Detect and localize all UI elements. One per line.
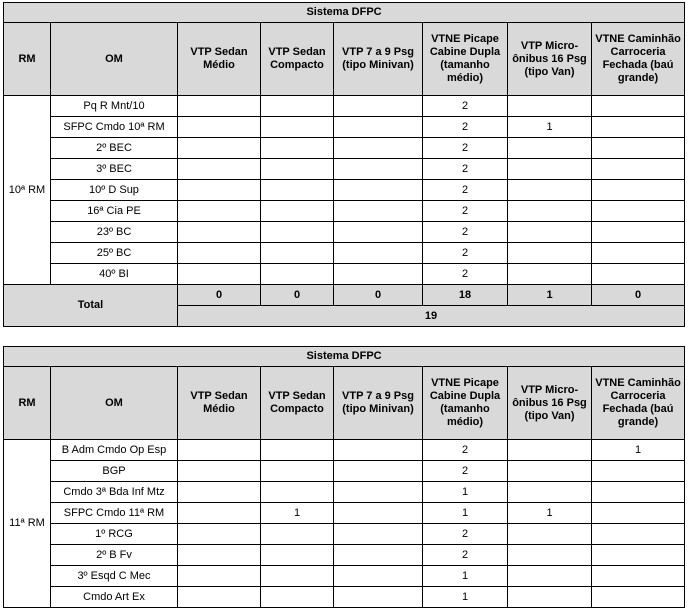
value-cell-c1 bbox=[178, 96, 261, 117]
value-cell-c2 bbox=[261, 524, 334, 545]
table-row bbox=[4, 243, 685, 264]
value-cell-c5 bbox=[508, 461, 592, 482]
vehicle-table-10rm bbox=[3, 2, 685, 327]
table-row bbox=[4, 96, 685, 117]
grand-total: 19 bbox=[178, 306, 685, 327]
om-cell: 10º D Sup bbox=[51, 180, 178, 201]
value-cell-c1 bbox=[178, 587, 261, 608]
value-cell-c3 bbox=[334, 96, 423, 117]
om-cell: 40º BI bbox=[51, 264, 178, 285]
value-cell-c2 bbox=[261, 180, 334, 201]
total-c5: 1 bbox=[508, 285, 592, 306]
column-header-rm: RM bbox=[4, 367, 51, 440]
value-cell-c6 bbox=[592, 545, 685, 566]
column-header-c4: VTNE Picape Cabine Dupla (tamanho médio) bbox=[423, 23, 508, 96]
value-cell-c6 bbox=[592, 159, 685, 180]
value-cell-c1 bbox=[178, 222, 261, 243]
value-cell-c2 bbox=[261, 201, 334, 222]
value-cell-c1 bbox=[178, 482, 261, 503]
value-cell-c2 bbox=[261, 545, 334, 566]
column-header-rm: RM bbox=[4, 23, 51, 96]
column-header-c6: VTNE Caminhão Carroceria Fechada (baú grande) bbox=[592, 23, 685, 96]
value-cell-c5: 1 bbox=[508, 117, 592, 138]
value-cell-c6 bbox=[592, 138, 685, 159]
om-cell: BGP bbox=[51, 461, 178, 482]
value-cell-c3 bbox=[334, 482, 423, 503]
value-cell-c3 bbox=[334, 117, 423, 138]
value-cell-c3 bbox=[334, 461, 423, 482]
value-cell-c4: 2 bbox=[423, 201, 508, 222]
om-cell: 16ª Cia PE bbox=[51, 201, 178, 222]
value-cell-c3 bbox=[334, 138, 423, 159]
table-title: Sistema DFPC bbox=[4, 3, 685, 23]
column-header-c1: VTP Sedan Médio bbox=[178, 367, 261, 440]
value-cell-c4: 2 bbox=[423, 159, 508, 180]
value-cell-c2 bbox=[261, 566, 334, 587]
value-cell-c5 bbox=[508, 482, 592, 503]
value-cell-c5 bbox=[508, 243, 592, 264]
value-cell-c5 bbox=[508, 138, 592, 159]
value-cell-c3 bbox=[334, 587, 423, 608]
value-cell-c5 bbox=[508, 180, 592, 201]
value-cell-c4: 2 bbox=[423, 96, 508, 117]
value-cell-c3 bbox=[334, 566, 423, 587]
value-cell-c1 bbox=[178, 117, 261, 138]
value-cell-c2 bbox=[261, 138, 334, 159]
om-cell: SFPC Cmdo 10ª RM bbox=[51, 117, 178, 138]
value-cell-c2 bbox=[261, 264, 334, 285]
table-row bbox=[4, 461, 685, 482]
value-cell-c2 bbox=[261, 96, 334, 117]
total-label: Total bbox=[4, 285, 178, 327]
value-cell-c5: 1 bbox=[508, 503, 592, 524]
value-cell-c6: 1 bbox=[592, 440, 685, 461]
value-cell-c2 bbox=[261, 482, 334, 503]
value-cell-c5 bbox=[508, 440, 592, 461]
table-row bbox=[4, 545, 685, 566]
table-row bbox=[4, 201, 685, 222]
total-c2: 0 bbox=[261, 285, 334, 306]
value-cell-c4: 2 bbox=[423, 117, 508, 138]
value-cell-c5 bbox=[508, 264, 592, 285]
column-header-c2: VTP Sedan Compacto bbox=[261, 367, 334, 440]
value-cell-c2 bbox=[261, 440, 334, 461]
value-cell-c1 bbox=[178, 201, 261, 222]
value-cell-c6 bbox=[592, 201, 685, 222]
value-cell-c2 bbox=[261, 587, 334, 608]
value-cell-c4: 2 bbox=[423, 461, 508, 482]
om-cell: Pq R Mnt/10 bbox=[51, 96, 178, 117]
value-cell-c6 bbox=[592, 243, 685, 264]
value-cell-c3 bbox=[334, 264, 423, 285]
table-row bbox=[4, 503, 685, 524]
column-header-c4: VTNE Picape Cabine Dupla (tamanho médio) bbox=[423, 367, 508, 440]
value-cell-c6 bbox=[592, 264, 685, 285]
value-cell-c1 bbox=[178, 566, 261, 587]
table-row bbox=[4, 264, 685, 285]
rm-cell: 10ª RM bbox=[4, 96, 51, 285]
om-cell: 3º Esqd C Mec bbox=[51, 566, 178, 587]
value-cell-c3 bbox=[334, 159, 423, 180]
column-header-c3: VTP 7 a 9 Psg (tipo Minivan) bbox=[334, 23, 423, 96]
table-row bbox=[4, 222, 685, 243]
om-cell: Cmdo 3ª Bda Inf Mtz bbox=[51, 482, 178, 503]
column-header-c3: VTP 7 a 9 Psg (tipo Minivan) bbox=[334, 367, 423, 440]
value-cell-c4: 2 bbox=[423, 545, 508, 566]
value-cell-c2 bbox=[261, 117, 334, 138]
table-title: Sistema DFPC bbox=[4, 347, 685, 367]
value-cell-c6 bbox=[592, 461, 685, 482]
table-row bbox=[4, 482, 685, 503]
value-cell-c3 bbox=[334, 545, 423, 566]
value-cell-c1 bbox=[178, 461, 261, 482]
column-header-c2: VTP Sedan Compacto bbox=[261, 23, 334, 96]
value-cell-c5 bbox=[508, 96, 592, 117]
value-cell-c1 bbox=[178, 545, 261, 566]
value-cell-c6 bbox=[592, 117, 685, 138]
om-cell: B Adm Cmdo Op Esp bbox=[51, 440, 178, 461]
value-cell-c2: 1 bbox=[261, 503, 334, 524]
value-cell-c5 bbox=[508, 587, 592, 608]
value-cell-c6 bbox=[592, 587, 685, 608]
column-header-c5: VTP Micro-ônibus 16 Psg (tipo Van) bbox=[508, 367, 592, 440]
value-cell-c1 bbox=[178, 159, 261, 180]
total-c3: 0 bbox=[334, 285, 423, 306]
value-cell-c4: 1 bbox=[423, 587, 508, 608]
table-row bbox=[4, 117, 685, 138]
om-cell: 23º BC bbox=[51, 222, 178, 243]
om-cell: 2º B Fv bbox=[51, 545, 178, 566]
value-cell-c6 bbox=[592, 482, 685, 503]
value-cell-c2 bbox=[261, 243, 334, 264]
value-cell-c4: 2 bbox=[423, 222, 508, 243]
value-cell-c1 bbox=[178, 264, 261, 285]
value-cell-c4: 2 bbox=[423, 264, 508, 285]
value-cell-c4: 2 bbox=[423, 524, 508, 545]
om-cell: 3º BEC bbox=[51, 159, 178, 180]
value-cell-c3 bbox=[334, 503, 423, 524]
table-row bbox=[4, 566, 685, 587]
value-cell-c2 bbox=[261, 159, 334, 180]
value-cell-c4: 2 bbox=[423, 243, 508, 264]
value-cell-c6 bbox=[592, 222, 685, 243]
value-cell-c4: 2 bbox=[423, 440, 508, 461]
value-cell-c4: 1 bbox=[423, 566, 508, 587]
value-cell-c5 bbox=[508, 545, 592, 566]
value-cell-c6 bbox=[592, 524, 685, 545]
table-row bbox=[4, 138, 685, 159]
column-header-c6: VTNE Caminhão Carroceria Fechada (baú grande) bbox=[592, 367, 685, 440]
value-cell-c4: 2 bbox=[423, 180, 508, 201]
value-cell-c5 bbox=[508, 159, 592, 180]
value-cell-c6 bbox=[592, 180, 685, 201]
value-cell-c3 bbox=[334, 222, 423, 243]
value-cell-c5 bbox=[508, 524, 592, 545]
table-row bbox=[4, 587, 685, 608]
value-cell-c3 bbox=[334, 201, 423, 222]
value-cell-c6 bbox=[592, 566, 685, 587]
column-header-c1: VTP Sedan Médio bbox=[178, 23, 261, 96]
value-cell-c6 bbox=[592, 96, 685, 117]
value-cell-c1 bbox=[178, 524, 261, 545]
table-row bbox=[4, 440, 685, 461]
vehicle-table-11rm bbox=[3, 346, 685, 608]
total-c6: 0 bbox=[592, 285, 685, 306]
table-row bbox=[4, 180, 685, 201]
value-cell-c5 bbox=[508, 201, 592, 222]
value-cell-c1 bbox=[178, 440, 261, 461]
total-c1: 0 bbox=[178, 285, 261, 306]
om-cell: 1º RCG bbox=[51, 524, 178, 545]
table-row bbox=[4, 159, 685, 180]
value-cell-c1 bbox=[178, 138, 261, 159]
column-header-c5: VTP Micro-ônibus 16 Psg (tipo Van) bbox=[508, 23, 592, 96]
column-header-om: OM bbox=[51, 23, 178, 96]
value-cell-c4: 1 bbox=[423, 503, 508, 524]
om-cell: 2º BEC bbox=[51, 138, 178, 159]
table-row bbox=[4, 524, 685, 545]
column-header-om: OM bbox=[51, 367, 178, 440]
value-cell-c6 bbox=[592, 503, 685, 524]
value-cell-c1 bbox=[178, 180, 261, 201]
value-cell-c4: 2 bbox=[423, 138, 508, 159]
value-cell-c1 bbox=[178, 243, 261, 264]
value-cell-c2 bbox=[261, 222, 334, 243]
value-cell-c5 bbox=[508, 566, 592, 587]
rm-cell: 11ª RM bbox=[4, 440, 51, 608]
value-cell-c5 bbox=[508, 222, 592, 243]
total-c4: 18 bbox=[423, 285, 508, 306]
value-cell-c4: 1 bbox=[423, 482, 508, 503]
value-cell-c3 bbox=[334, 440, 423, 461]
value-cell-c3 bbox=[334, 180, 423, 201]
om-cell: Cmdo Art Ex bbox=[51, 587, 178, 608]
value-cell-c2 bbox=[261, 461, 334, 482]
value-cell-c3 bbox=[334, 524, 423, 545]
value-cell-c3 bbox=[334, 243, 423, 264]
om-cell: SFPC Cmdo 11ª RM bbox=[51, 503, 178, 524]
om-cell: 25º BC bbox=[51, 243, 178, 264]
value-cell-c1 bbox=[178, 503, 261, 524]
